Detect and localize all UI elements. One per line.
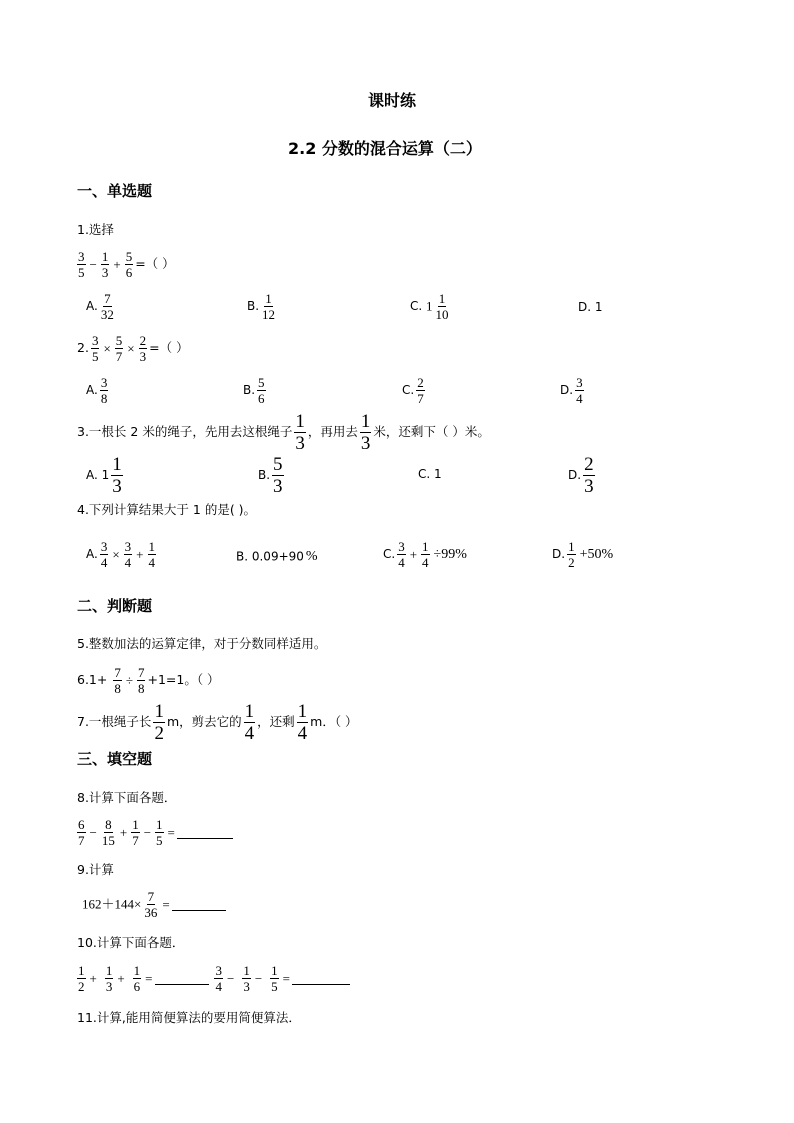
fraction: $\frac{1}{7}$ xyxy=(132,817,139,848)
fraction: $\frac{7}{32}$ xyxy=(100,291,114,322)
question-7-text: 7.一根绳子长 $\frac{1}{2}$ m，剪去它的 $\frac{1}{4}$ ，还剩 $\frac{1}{4}$ m．（ ） xyxy=(77,701,358,744)
question-10-label: 10.计算下面各题． xyxy=(77,935,185,950)
fraction: $\frac{3}{8}$ xyxy=(100,375,108,406)
question-5-text: 5.整数加法的运算定律，对于分数同样适用。 xyxy=(77,636,327,651)
fraction: $\frac{1}{3}$ xyxy=(243,963,250,994)
q3-option-b[interactable]: B. $\frac{5}{3}$ xyxy=(258,454,283,497)
fraction: $\frac{3}{4}$ xyxy=(100,539,108,570)
question-11-label: 11.计算,能用简便算法的要用简便算法． xyxy=(77,1010,301,1025)
q1-option-d[interactable]: D. 1 xyxy=(578,300,603,314)
q2-option-d[interactable]: D. $\frac{3}{4}$ xyxy=(560,375,583,406)
fraction: $\frac{7}{8}$ xyxy=(114,665,121,696)
fraction: $\frac{1}{3}$ xyxy=(360,411,371,454)
question-9-expression: 162＋144× $\frac{7}{36}$ = xyxy=(82,890,226,919)
q2-option-c[interactable]: C. $\frac{2}{7}$ xyxy=(402,375,424,406)
q1-option-a[interactable]: A. $\frac{7}{32}$ xyxy=(86,291,114,322)
fraction: $\frac{1}{6}$ xyxy=(133,963,141,994)
question-9-label: 9.计算 xyxy=(77,862,114,877)
section-heading-single-choice: 一、单选题 xyxy=(77,182,153,200)
fraction: $\frac{1}{3}$ xyxy=(101,249,109,280)
q2-option-b[interactable]: B. $\frac{5}{6}$ xyxy=(243,375,265,406)
fraction: $\frac{5}{7}$ xyxy=(115,333,123,364)
question-1-label: 1.选择 xyxy=(77,222,114,237)
question-1-expression: $\frac{3}{5}$ − $\frac{1}{3}$ + $\frac{5}{6}$ =（ ） xyxy=(78,249,175,280)
fraction: $\frac{1}{2}$ xyxy=(568,539,575,570)
q1-option-c[interactable]: C. 1 $\frac{1}{10}$ xyxy=(410,291,449,322)
fraction: $\frac{1}{5}$ xyxy=(156,817,163,848)
answer-blank[interactable] xyxy=(172,898,226,911)
fraction: $\frac{1}{4}$ xyxy=(422,539,429,570)
answer-blank[interactable] xyxy=(292,972,350,985)
fraction: $\frac{3}{4}$ xyxy=(124,539,132,570)
fraction: $\frac{3}{4}$ xyxy=(576,375,583,406)
question-8-expression: $\frac{6}{7}$ − $\frac{8}{15}$ + $\frac{1}{7}$ − $\frac{1}{5}$ = xyxy=(75,818,233,847)
fraction: $\frac{3}{4}$ xyxy=(398,539,405,570)
question-10-expression: $\frac{1}{2}$ + $\frac{1}{3}$ + $\frac{1}{6}$ = $\frac{3}{4}$ − $\frac{1}{3}$ − $\frac{1}{5}$ = xyxy=(75,964,350,993)
fraction: $\frac{1}{4}$ xyxy=(297,701,308,744)
fraction: $\frac{1}{4}$ xyxy=(244,701,255,744)
fraction: $\frac{2}{3}$ xyxy=(139,333,147,364)
q3-option-c[interactable]: C. 1 xyxy=(418,467,442,481)
fraction: $\frac{5}{3}$ xyxy=(273,454,283,497)
fraction: $\frac{8}{15}$ xyxy=(101,817,115,848)
fraction: $\frac{1}{2}$ xyxy=(154,701,164,744)
q4-option-a[interactable]: A. $\frac{3}{4}$ × $\frac{3}{4}$ + $\frac{1}{4}$ xyxy=(86,539,155,570)
fraction: $\frac{7}{36}$ xyxy=(144,889,158,920)
fraction: $\frac{1}{5}$ xyxy=(271,963,278,994)
section-heading-true-false: 二、判断题 xyxy=(77,597,153,615)
fraction: $\frac{2}{7}$ xyxy=(417,375,424,406)
q1-option-b[interactable]: B. $\frac{1}{12}$ xyxy=(247,291,276,322)
answer-blank[interactable] xyxy=(155,972,209,985)
page-title: 课时练 xyxy=(368,91,417,110)
answer-blank[interactable] xyxy=(177,826,233,839)
question-6-expression: 6.1+ $\frac{7}{8}$ ÷ $\frac{7}{8}$ +1=1。（ ） xyxy=(77,665,220,696)
fraction: $\frac{1}{3}$ xyxy=(112,454,122,497)
question-3-text: 3.一根长 2 米的绳子，先用去这根绳子 $\frac{1}{3}$ ，再用去 $\frac{1}{3}$ 米，还剩下（ ）米。 xyxy=(77,411,490,454)
fraction: $\frac{5}{6}$ xyxy=(125,249,133,280)
q3-option-d[interactable]: D. $\frac{2}{3}$ xyxy=(568,454,594,497)
fraction: $\frac{3}{5}$ xyxy=(91,333,99,364)
question-8-label: 8.计算下面各题． xyxy=(77,790,177,805)
fraction: $\frac{3}{4}$ xyxy=(215,963,222,994)
q3-option-a[interactable]: A. 1 $\frac{1}{3}$ xyxy=(86,454,122,497)
q4-option-c[interactable]: C. $\frac{3}{4}$ + $\frac{1}{4}$ ÷99% xyxy=(383,539,467,570)
fraction: $\frac{7}{8}$ xyxy=(137,665,145,696)
fraction: $\frac{1}{2}$ xyxy=(78,963,85,994)
fraction: $\frac{1}{3}$ xyxy=(105,963,113,994)
q2-option-a[interactable]: A. $\frac{3}{8}$ xyxy=(86,375,108,406)
fraction: $\frac{1}{4}$ xyxy=(148,539,155,570)
page-subtitle: 2.2 分数的混合运算（二） xyxy=(288,139,482,158)
fraction: $\frac{1}{12}$ xyxy=(262,291,276,322)
question-2-expression: 2. $\frac{3}{5}$ × $\frac{5}{7}$ × $\frac{2}{3}$ =（ ） xyxy=(77,333,189,364)
fraction: $\frac{1}{10}$ xyxy=(435,291,449,322)
fraction: $\frac{3}{5}$ xyxy=(78,249,85,280)
fraction: $\frac{1}{3}$ xyxy=(295,411,305,454)
fraction: $\frac{2}{3}$ xyxy=(584,454,594,497)
section-heading-fill-in: 三、填空题 xyxy=(77,750,153,768)
q4-option-b[interactable]: B. 0.09+90 % xyxy=(236,549,318,564)
fraction: $\frac{5}{6}$ xyxy=(258,375,265,406)
q4-option-d[interactable]: D. $\frac{1}{2}$ +50% xyxy=(552,539,614,570)
question-4-label: 4.下列计算结果大于 1 的是( )。 xyxy=(77,502,257,517)
fraction: $\frac{6}{7}$ xyxy=(78,817,85,848)
